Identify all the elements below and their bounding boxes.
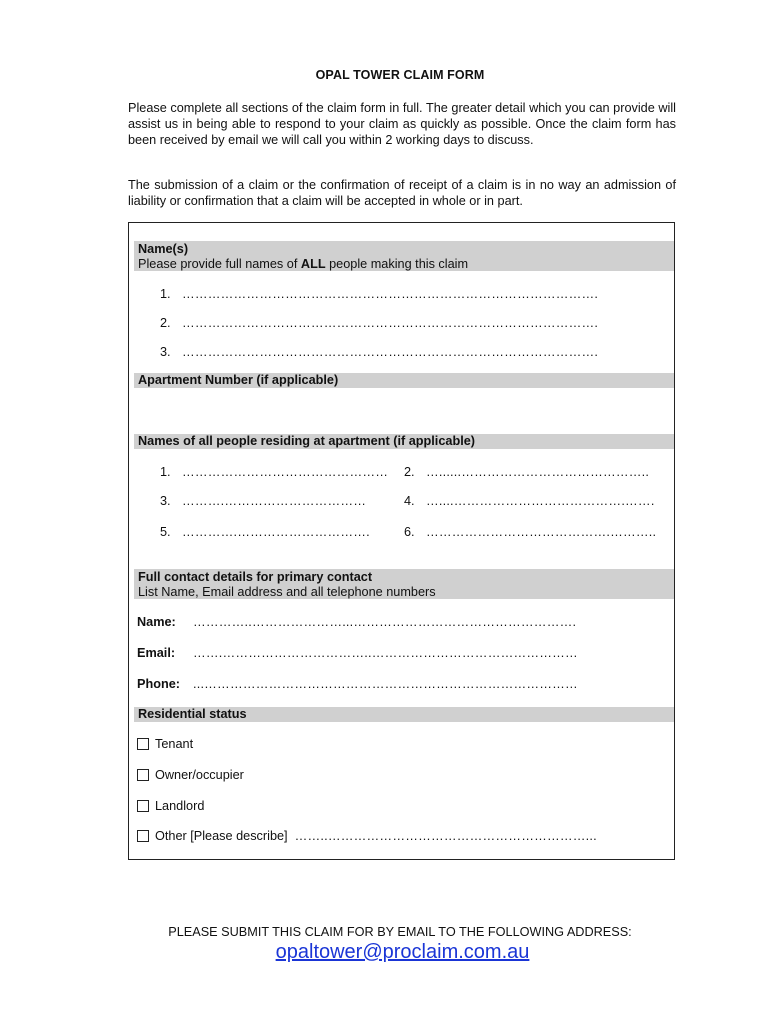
owner-occupier-checkbox[interactable] [137,769,149,781]
contact-heading: Full contact details for primary contact [138,570,373,584]
names-section-header [134,241,674,271]
name-line-3[interactable]: 3. ……………………………………………………………………………………. [160,345,599,359]
resident-line-2[interactable]: 3. ……….…………………………… 4. …....………………………………….……. [160,494,655,508]
contact-section-header [134,569,674,599]
apartment-number-field[interactable] [137,391,667,429]
residential-section-header [134,707,674,722]
option-other[interactable]: Other [Please describe] ……..……………………………………………………... [137,829,597,843]
submit-instruction: PLEASE SUBMIT THIS CLAIM FOR BY EMAIL TO THE FOLLOWING ADDRESS: [168,925,632,939]
residents-heading: Names of all people residing at apartment (if applicable) [138,434,475,448]
contact-name-field[interactable]: Name: …………..…………………...……………………………………………. [137,615,577,629]
intro-paragraph: Please complete all sections of the claim form in full. The greater detail which you can provide will assist us in being able to respond to your claim as quickly as possible. Once the claim form has been received by email we will call you within 2 working days to discuss. [128,101,676,147]
residential-heading: Residential status [138,707,247,721]
resident-line-1[interactable]: 1. ………………………………………… 2. …......…………………………………….. [160,465,650,479]
name-line-2[interactable]: 2. ……………………………………………………………………………………. [160,316,599,330]
option-tenant[interactable]: Tenant [137,737,193,751]
page-title: OPAL TOWER CLAIM FORM [315,68,485,82]
disclaimer-paragraph: The submission of a claim or the confirmation of receipt of a claim is in no way an admission of liability or confirmation that a claim will be accepted in whole or in part. [128,178,676,208]
resident-line-3[interactable]: 5. ………….…………………………. 6. …………………………………….……….. [160,525,657,539]
names-heading: Name(s) [138,242,189,256]
option-owner-occupier[interactable]: Owner/occupier [137,768,244,782]
apartment-heading: Apartment Number (if applicable) [138,373,339,387]
names-instruction: Please provide full names of ALL people making this claim [138,257,469,271]
other-checkbox[interactable] [137,830,149,842]
contact-email-field[interactable]: Email: …….……………………………..………………………………………… [137,646,578,660]
residents-section-header [134,434,674,449]
option-landlord[interactable]: Landlord [137,799,204,813]
submission-email-link[interactable]: opaltower@proclaim.com.au [275,941,530,963]
landlord-checkbox[interactable] [137,800,149,812]
other-describe-line[interactable]: ……..……………………………………………………... [294,829,597,843]
tenant-checkbox[interactable] [137,738,149,750]
apartment-section-header [134,373,674,388]
claim-form-box [128,222,675,860]
name-line-1[interactable]: 1. ……………………………………………………………………………………. [160,287,599,301]
contact-phone-field[interactable]: Phone: ...…………………………………………………………………………… [137,677,578,691]
contact-subheading: List Name, Email address and all telephone numbers [138,585,436,599]
